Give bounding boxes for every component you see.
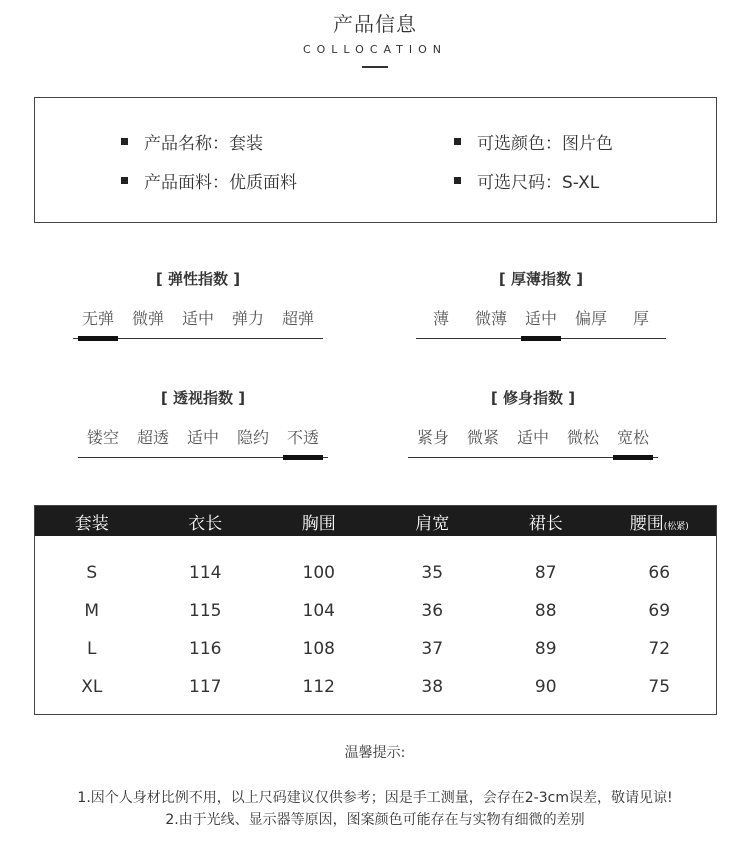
table-cell: M	[84, 601, 100, 621]
table-cell: 87	[534, 563, 557, 583]
info-product-name-text: 产品名称：套装	[144, 134, 263, 154]
table-cell: 104	[302, 601, 335, 621]
table-row	[35, 668, 716, 706]
info-product-fabric-text: 产品面料：优质面料	[144, 173, 297, 193]
fit-index-title: [ 修身指数 ]	[490, 389, 576, 407]
size-table-header	[35, 506, 716, 536]
fit-index	[408, 387, 658, 447]
scale-option: 厚	[632, 309, 649, 328]
column-header: 腰围	[629, 513, 664, 534]
table-cell: 75	[648, 677, 671, 697]
scale-option: 隐约	[236, 428, 269, 447]
thickness-scale	[416, 306, 666, 330]
bullet-icon	[454, 177, 461, 184]
section-header	[0, 8, 750, 68]
column-header: 肩宽	[415, 513, 450, 534]
scale-option: 微薄	[474, 309, 507, 328]
info-size-text: 可选尺码：S-XL	[477, 173, 600, 193]
thickness-selected-marker	[521, 336, 561, 341]
scale-option: 微松	[566, 428, 599, 447]
table-cell: 90	[534, 677, 557, 697]
table-cell: L	[87, 639, 97, 659]
table-cell: 100	[302, 563, 335, 583]
column-header: 胸围	[301, 513, 336, 534]
tip-line-2: 2.由于光线、显示器等原因，图案颜色可能存在与实物有细微的差别	[165, 812, 585, 828]
table-cell: 117	[189, 677, 222, 697]
table-row	[35, 554, 716, 592]
size-table	[34, 505, 717, 715]
bullet-icon	[454, 138, 461, 145]
table-cell: 115	[189, 601, 222, 621]
bullet-icon	[121, 138, 128, 145]
table-cell: 66	[648, 563, 671, 583]
scale-option: 超弹	[281, 309, 314, 328]
info-product-fabric	[121, 168, 297, 193]
scale-option: 宽松	[616, 428, 649, 447]
info-color-text: 可选颜色：图片色	[477, 134, 613, 154]
info-color	[454, 129, 613, 154]
table-cell: 69	[648, 601, 671, 621]
table-cell: S	[86, 563, 98, 583]
scale-option: 不透	[286, 428, 319, 447]
transparency-index	[78, 387, 328, 447]
elasticity-scale	[73, 306, 323, 330]
elasticity-index	[73, 268, 323, 328]
transparency-index-title: [ 透视指数 ]	[160, 389, 246, 407]
scale-option: 紧身	[416, 428, 449, 447]
table-cell: 36	[421, 601, 444, 621]
scale-option: 超透	[136, 428, 169, 447]
table-row	[35, 630, 716, 668]
table-cell: 89	[534, 639, 557, 659]
table-cell: 112	[302, 677, 335, 697]
title-divider	[362, 66, 388, 68]
table-cell: XL	[81, 677, 103, 697]
table-cell: 37	[421, 639, 444, 659]
scale-option: 适中	[181, 309, 214, 328]
thickness-index	[416, 268, 666, 328]
thickness-index-title: [ 厚薄指数 ]	[498, 270, 584, 288]
scale-option: 偏厚	[574, 309, 607, 328]
scale-option: 微紧	[466, 428, 499, 447]
fit-scale	[408, 425, 658, 449]
scale-option: 镂空	[86, 428, 119, 447]
scale-option: 无弹	[81, 309, 114, 328]
transparency-selected-marker	[283, 455, 323, 460]
product-info-box	[34, 97, 717, 223]
column-header: 衣长	[188, 513, 223, 534]
scale-option: 薄	[432, 309, 449, 328]
column-header-waist	[603, 509, 717, 534]
fit-selected-marker	[613, 455, 653, 460]
elasticity-selected-marker	[78, 336, 118, 341]
page-subtitle: COLLOCATION	[302, 43, 448, 56]
scale-option: 弹力	[231, 309, 264, 328]
table-cell: 72	[648, 639, 671, 659]
table-cell: 108	[302, 639, 335, 659]
scale-option: 适中	[186, 428, 219, 447]
column-header: 套装	[74, 513, 109, 534]
scale-option: 适中	[524, 309, 557, 328]
page-title: 产品信息	[333, 12, 417, 36]
tips-title: 温馨提示:	[344, 745, 406, 761]
table-cell: 116	[189, 639, 222, 659]
bullet-icon	[121, 177, 128, 184]
waist-note: (松紧)	[663, 521, 689, 532]
table-cell: 114	[189, 563, 222, 583]
tip-line-1: 1.因个人身材比例不用，以上尺码建议仅供参考；因是手工测量，会存在2-3cm误差，敬请见谅!	[77, 790, 673, 806]
table-cell: 35	[421, 563, 444, 583]
elasticity-index-title: [ 弹性指数 ]	[155, 270, 241, 288]
scale-option: 适中	[516, 428, 549, 447]
transparency-scale	[78, 425, 328, 449]
table-cell: 38	[421, 677, 444, 697]
table-cell: 88	[534, 601, 557, 621]
size-table-body	[35, 536, 716, 706]
scale-option: 微弹	[131, 309, 164, 328]
column-header: 裙长	[528, 513, 563, 534]
info-product-name	[121, 129, 263, 154]
info-size	[454, 168, 599, 193]
table-row	[35, 592, 716, 630]
